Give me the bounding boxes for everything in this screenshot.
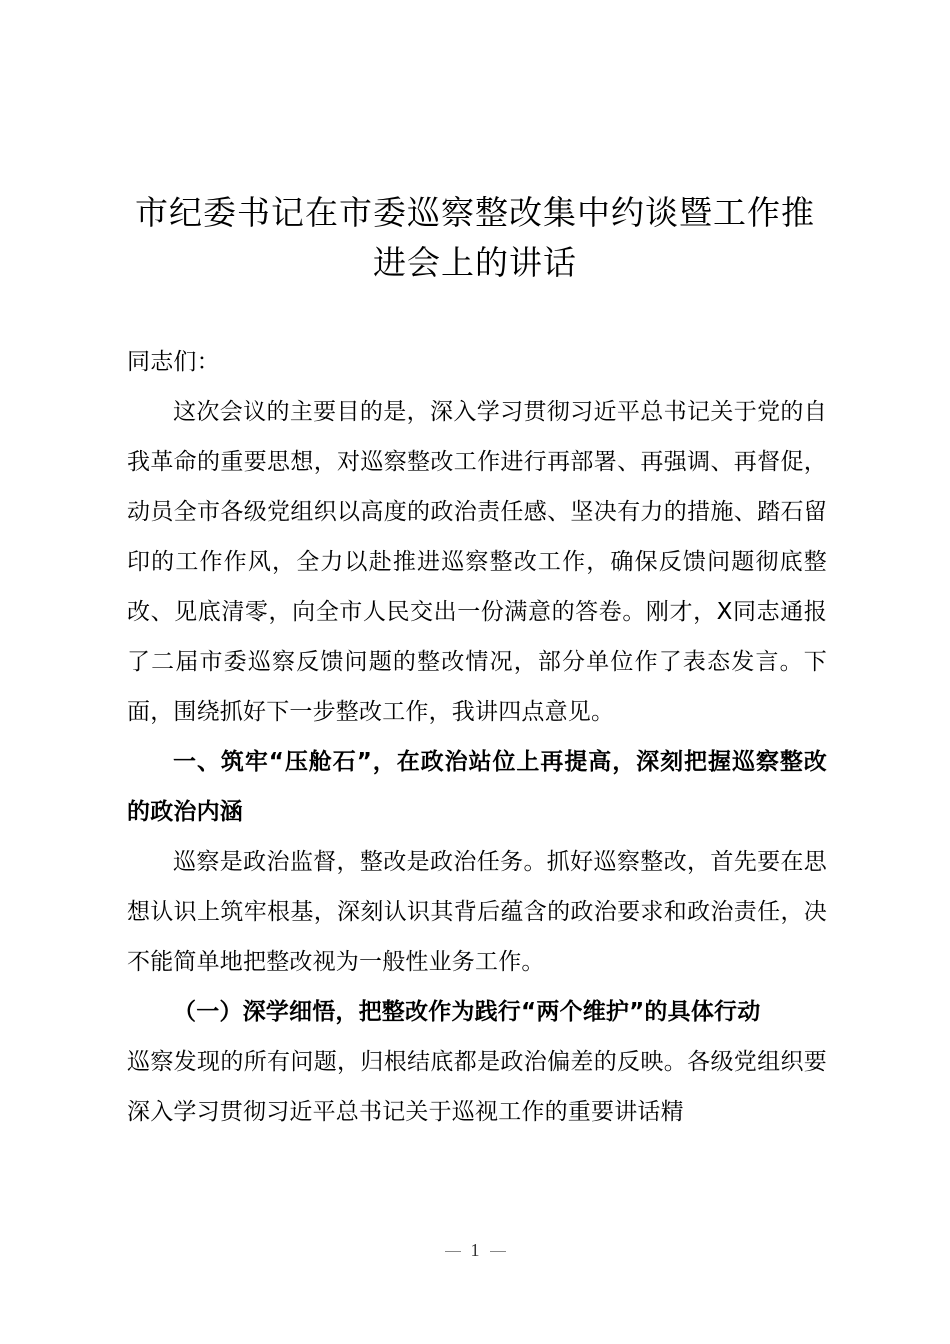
paragraph-subsection-1: 巡察发现的所有问题，归根结底都是政治偏差的反映。各级党组织要深入学习贯彻习近平总书记关于巡视工作的重要讲话精 — [127, 1049, 827, 1125]
page-number: 1 — [470, 1240, 480, 1260]
document-body — [127, 337, 827, 1137]
salutation: 同志们： — [127, 349, 220, 375]
section-heading-1: 一、筑牢“压舱石”，在政治站位上再提高，深刻把握巡察整改的政治内涵 — [127, 749, 827, 825]
footer-dash-left — [445, 1251, 461, 1252]
page-footer — [0, 1240, 950, 1261]
document-title: 市纪委书记在市委巡察整改集中约谈暨工作推进会上的讲话 — [135, 193, 815, 282]
paragraph-intro: 这次会议的主要目的是，深入学习贯彻习近平总书记关于党的自我革命的重要思想，对巡察整改工作进行再部署、再强调、再督促，动员全市各级党组织以高度的政治责任感、坚决有力的措施、踏石留印的工作作风，全力以赴推进巡察整改工作，确保反馈问题彻底整改、见底清零，向全市人民交出一份满意的答卷。刚才，X同志通报了二届市委巡察反馈问题的整改情况，部分单位作了表态发言。下面，围绕抓好下一步整改工作，我讲四点意见。 — [127, 399, 827, 725]
subsection-heading-1: （一）深学细悟，把整改作为践行“两个维护”的具体行动 — [173, 999, 761, 1025]
paragraph-section-1: 巡察是政治监督，整改是政治任务。抓好巡察整改，首先要在思想认识上筑牢根基，深刻认识其背后蕴含的政治要求和政治责任，决不能简单地把整改视为一般性业务工作。 — [127, 849, 827, 975]
footer-dash-right — [490, 1251, 506, 1252]
